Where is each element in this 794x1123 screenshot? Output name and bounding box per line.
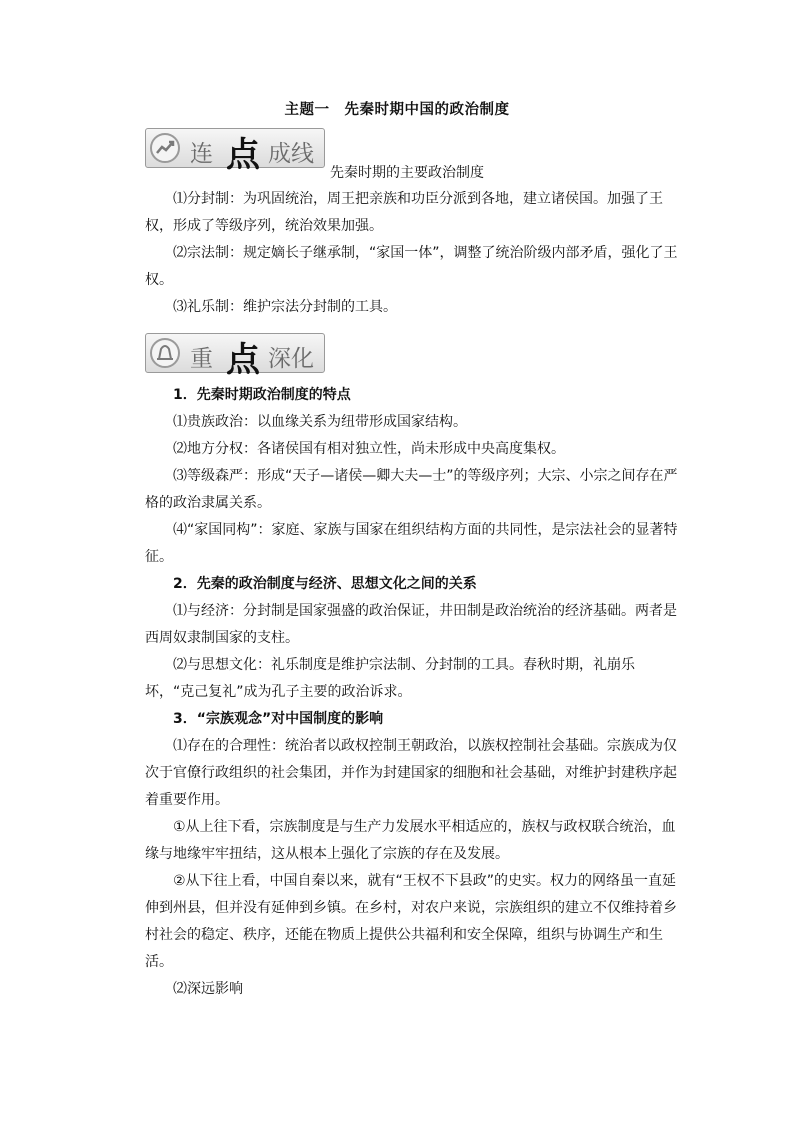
paragraph: ⑵宗法制：规定嫡长子继承制，“家国一体”，调整了统治阶级内部矛盾，强化了王权。: [145, 245, 678, 288]
paragraph: ⑴与经济：分封制是国家强盛的政治保证，井田制是政治统治的经济基础。两者是西周奴隶制国家的支柱。: [145, 603, 677, 646]
paragraph: ⑵与思想文化：礼乐制度是维护宗法制、分封制的工具。春秋时期，礼崩乐坏，“克己复礼”成为孔子主要的政治诉求。: [145, 657, 635, 700]
paragraph: ⑴存在的合理性：统治者以政权控制王朝政治，以族权控制社会基础。宗族成为仅次于官僚行政组织的社会集团，并作为封建国家的细胞和社会基础，对维护封建秩序起着重要作用。: [145, 738, 677, 808]
paragraph: ②从下往上看，中国自秦以来，就有“王权不下县政”的史实。权力的网络虽一直延伸到州县，但并没有延伸到乡镇。在乡村，对农户来说，宗族组织的建立不仅维持着乡村社会的稳定、秩序，还能在物质上提供公共福利和安全保障，组织与协调生产和生活。: [145, 873, 677, 970]
section-heading: 1．先秦时期政治制度的特点: [173, 387, 351, 403]
section-banner-shenhua: [145, 333, 325, 380]
paragraph: ⑶礼乐制：维护宗法分封制的工具。: [173, 299, 397, 315]
page-title: 主题一 先秦时期中国的政治制度: [284, 102, 510, 118]
paragraph: ⑴贵族政治：以血缘关系为纽带形成国家结构。: [173, 414, 467, 430]
paragraph: ⑵深远影响: [173, 981, 243, 997]
banner-word-3: 成线: [268, 141, 314, 167]
banner-word-2: 点: [226, 135, 260, 175]
paragraph: ⑵地方分权：各诸侯国有相对独立性，尚未形成中央高度集权。: [173, 441, 565, 457]
banner-subtitle: 先秦时期的主要政治制度: [330, 165, 484, 181]
paragraph: ⑶等级森严：形成“天子—诸侯—卿大夫—士”的等级序列；大宗、小宗之间存在严格的政治隶属关系。: [145, 468, 678, 511]
paragraph: ①从上往下看，宗族制度是与生产力发展水平相适应的，族权与政权联合统治，血缘与地缘牢牢扭结，这从根本上强化了宗族的存在及发展。: [145, 819, 676, 862]
paragraph: ⑴分封制：为巩固统治，周王把亲族和功臣分派到各地，建立诸侯国。加强了王权，形成了等级序列，统治效果加强。: [145, 191, 663, 234]
paragraph: ⑷“家国同构”：家庭、家族与国家在组织结构方面的共同性，是宗法社会的显著特征。: [145, 522, 678, 565]
bell-icon: [149, 337, 181, 369]
section-banner-lianxian: [145, 128, 325, 175]
section-heading: 2．先秦的政治制度与经济、思想文化之间的关系: [173, 576, 477, 592]
banner-word-2: 点: [226, 340, 260, 380]
banner-word-3: 深化: [268, 346, 314, 372]
trend-arrow-icon: [149, 132, 181, 164]
section-heading: 3．“宗族观念”对中国制度的影响: [173, 711, 384, 727]
banner-word-1: 连: [190, 141, 213, 167]
banner-word-1: 重: [190, 346, 213, 372]
